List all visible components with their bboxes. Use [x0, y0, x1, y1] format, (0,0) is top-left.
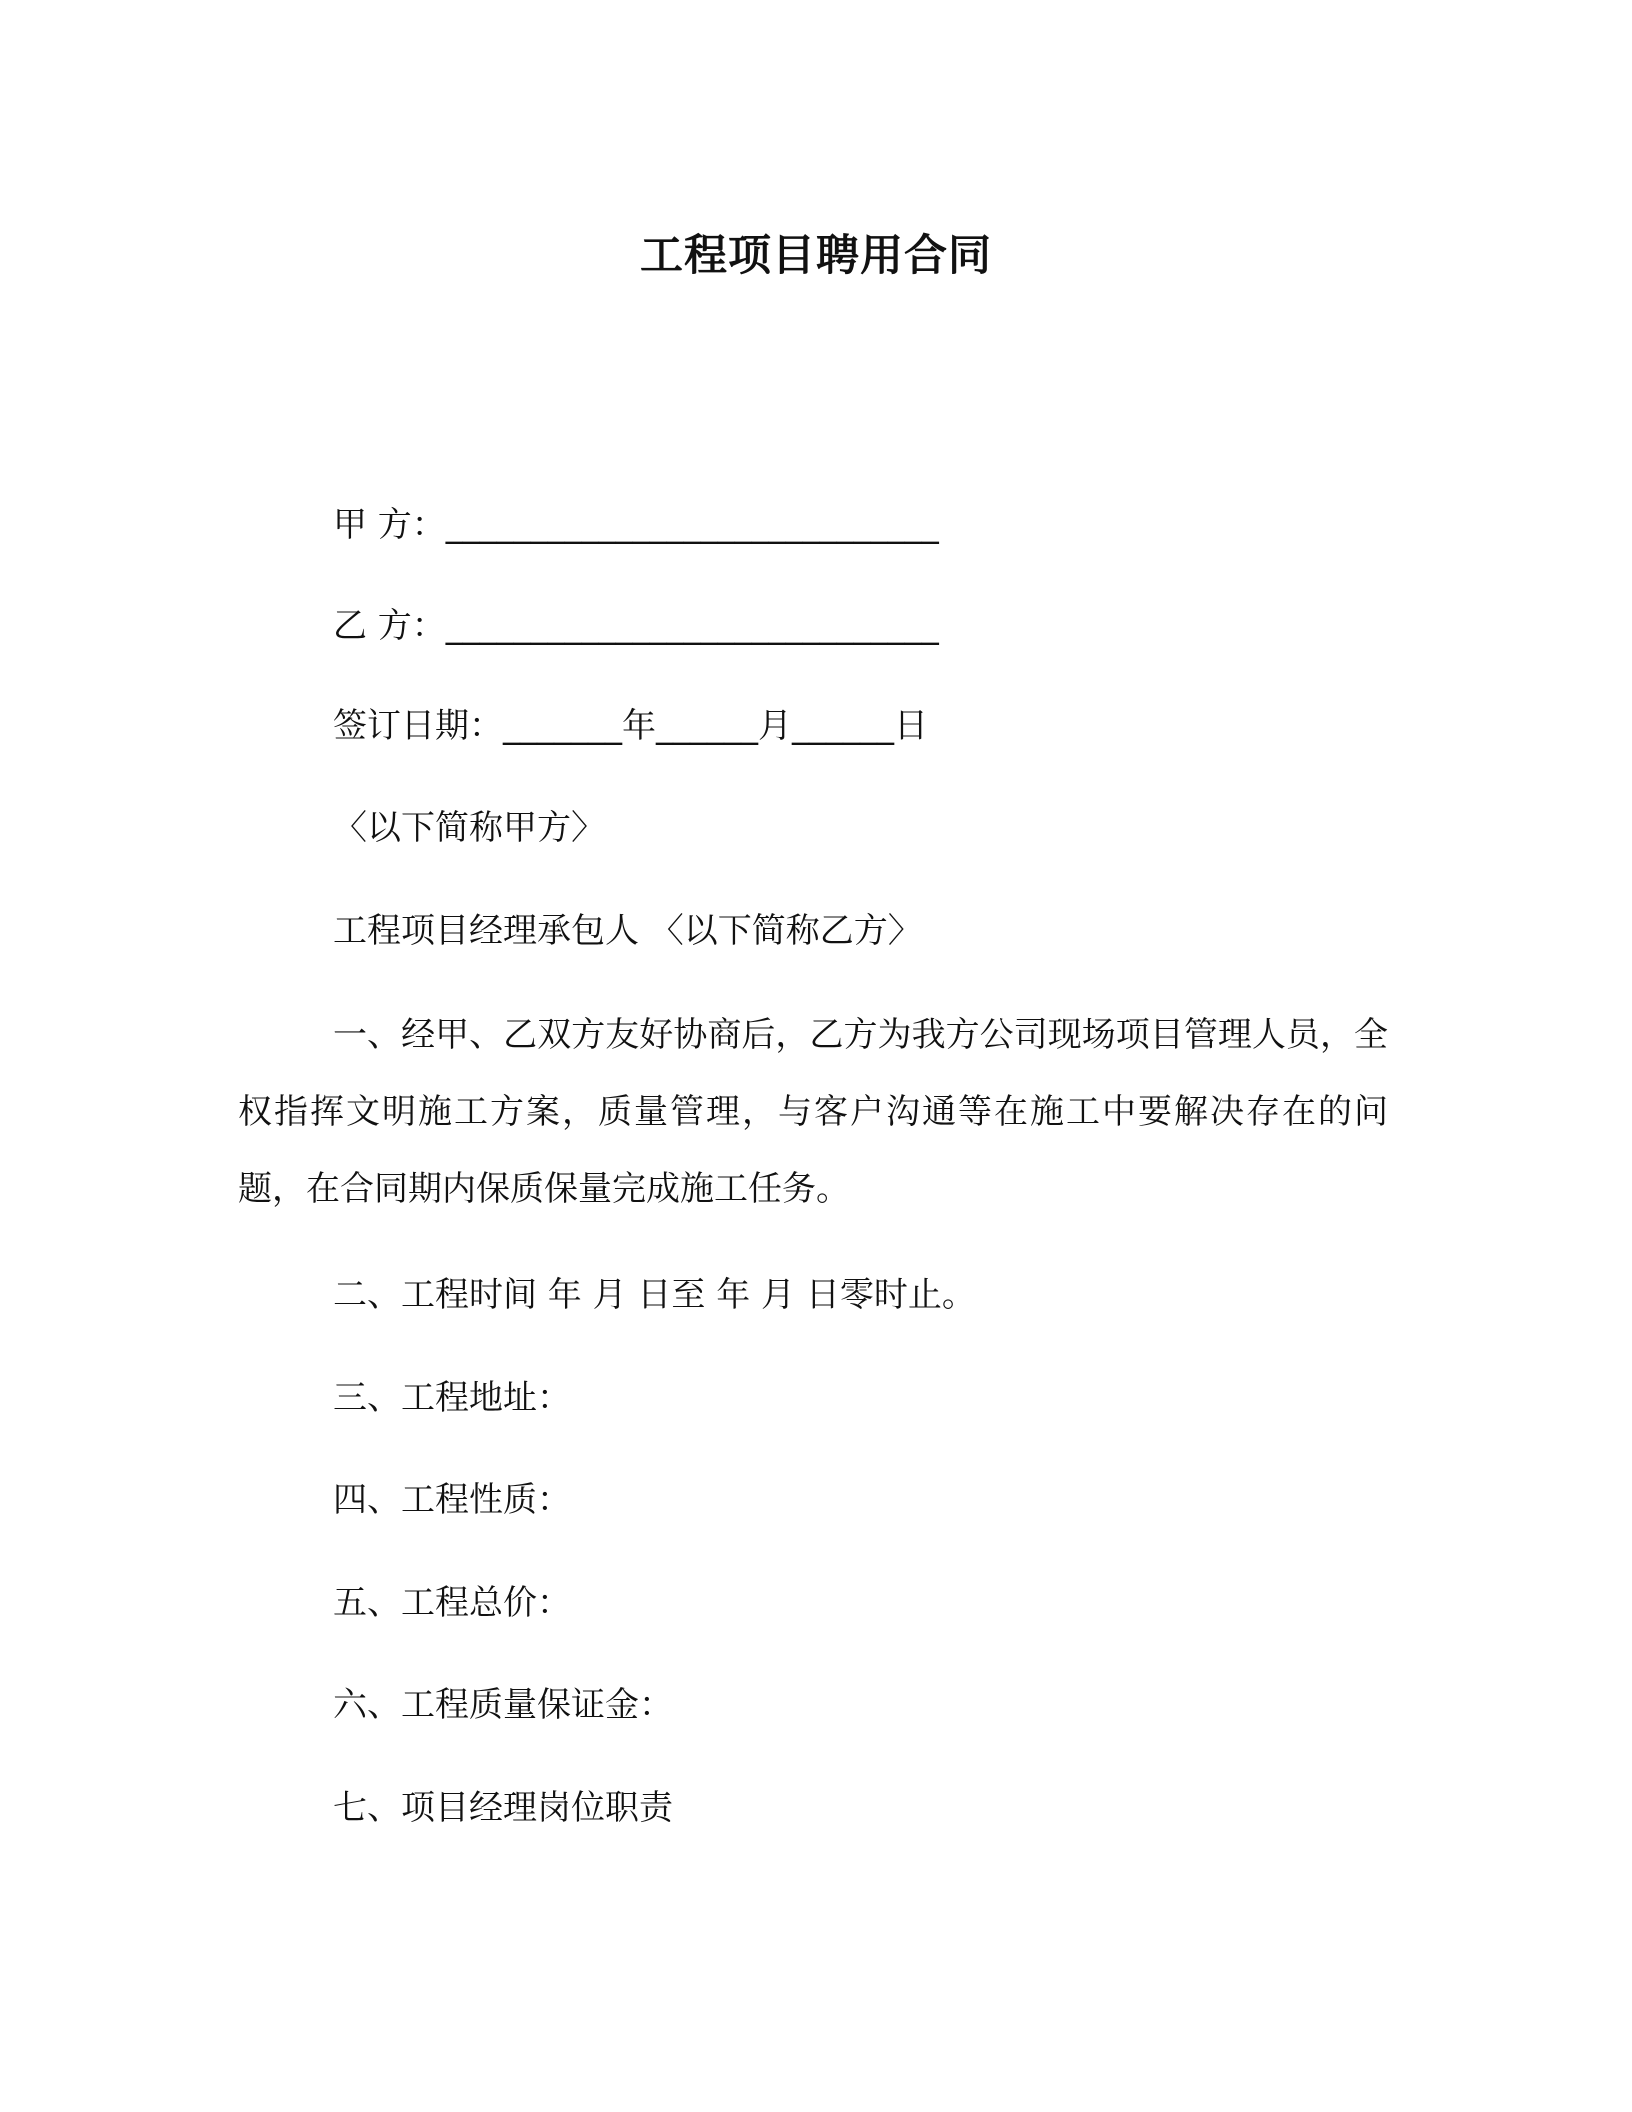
party-b-line: 乙 方：_____________________________ [333, 606, 939, 646]
party-a-line: 甲 方：_____________________________ [333, 505, 939, 545]
document-title: 工程项目聘用合同 [640, 231, 992, 281]
clause-3: 三、工程地址： [333, 1378, 571, 1418]
clause-1: 一、经甲、乙双方友好协商后，乙方为我方公司现场项目管理人员，全权指挥文明施工方案，质量管理，与客户沟通等在施工中要解决存在的问题，在合同期内保质保量完成施工任务。 [238, 1015, 1388, 1209]
clause-5: 五、工程总价： [333, 1583, 571, 1623]
party-b-note: 工程项目经理承包人 〈以下简称乙方〉 [333, 911, 922, 951]
clause-7: 七、项目经理岗位职责 [333, 1788, 673, 1828]
clause-6: 六、工程质量保证金： [333, 1685, 673, 1725]
sign-date-line: 签订日期：_______年______月______日 [333, 706, 928, 746]
clause-4: 四、工程性质： [333, 1480, 571, 1520]
party-a-note: 〈以下简称甲方〉 [333, 808, 605, 848]
clause-2: 二、工程时间 年 月 日至 年 月 日零时止。 [333, 1275, 976, 1315]
